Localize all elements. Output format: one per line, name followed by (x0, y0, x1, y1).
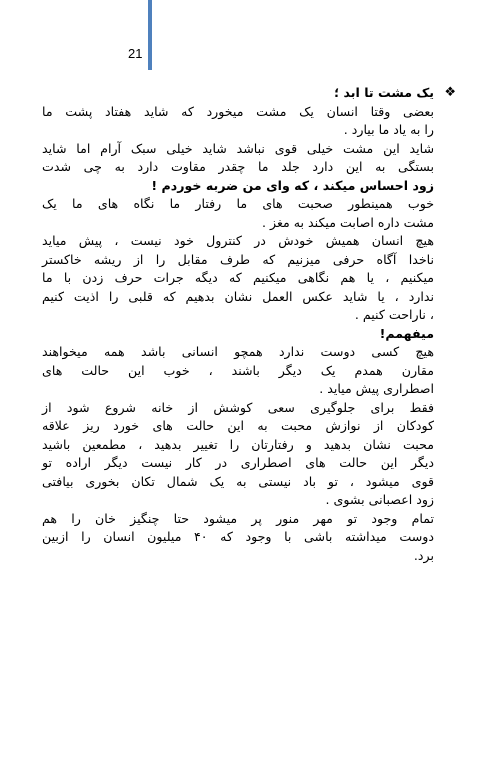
paragraph-line: برد. (413, 547, 434, 563)
paragraph-line: زود احساس میکند ، که وای من ضربه خوردم ! (151, 177, 434, 193)
paragraph-line: کودکان از نوازش محبت به این حالت های خورد ریز علاقه (42, 418, 434, 433)
paragraph-line: ناخدا آگاه حرفی میزنیم که طرف مقابل را از ریشه خاکستر (42, 251, 434, 267)
paragraph-line: هیچ انسان همیش خودش در کنترول خود نیست ، پیش میاید (42, 233, 434, 248)
paragraph-line: محبت نشان بدهید و رفتارتان را تغییر بدهید ، مطمعین باشید (42, 436, 434, 452)
section-heading (42, 84, 456, 103)
paragraph-line: را به یاد ما بیارد . (343, 122, 434, 137)
paragraph-line: قوی میشود ، تو باد نیستی به یک شمال تکان بخوری بیافتی (42, 473, 434, 489)
paragraph-line: بستگی به این دارد جلد ما چقدر مقاوت دارد به چی شدت (42, 159, 434, 174)
paragraph-line: اصطراری پیش میاید . (319, 381, 434, 396)
paragraph-line: بعضی وقتا انسان یک مشت میخورد که شاید هفتاد پشت ما (42, 103, 434, 119)
paragraph-line: دیگر این حالت های اصطراری در کار نیست دیگر اراده تو (42, 455, 434, 470)
paragraph-line: ندارد ، یا شاید عکس العمل نشان بدهیم که قلبی را اذیت کنیم (42, 288, 434, 304)
paragraph-line: ، ناراحت کنیم . (354, 307, 434, 322)
paragraph-line: میفهمم! (379, 325, 434, 341)
paragraph-line: شاید این مشت خیلی قوی نباشد شاید خیلی سبک آرام اما شاید (42, 140, 434, 156)
paragraph-line: مقارن همدم یک دیگر باشند ، خوب این حالت های (42, 362, 434, 378)
margin-bar (148, 0, 152, 70)
paragraph-line: دوست میداشته باشی با وجود که ۴۰ میلیون انسان را ازبین (42, 529, 434, 544)
paragraph-line: مشت داره اصابت میکند به مغز . (262, 214, 434, 230)
heading-text: یک مشت تا ابد ؛ (334, 85, 434, 100)
paragraph-line: زود اعصبانی بشوی . (325, 492, 434, 507)
page-body (42, 84, 456, 565)
paragraph-line: هیچ کسی دوست ندارد همچو انسانی باشد همه میخواهند (42, 344, 434, 359)
four-diamond-bullet-icon: ❖ (444, 85, 456, 100)
page-number: 21 (128, 46, 143, 61)
paragraph-line: فقط برای جلوگیری سعی کوشش از خانه شروع شود از (42, 399, 434, 415)
paragraph-line: تمام وجود تو مهر منور پر میشود حتا چنگیز خان را هم (42, 510, 434, 526)
paragraph-line: میکنیم ، یا هم نگاهی میکنیم که دیگه جرات حرف زدن با ما (42, 270, 434, 285)
paragraph-line: خوب همینطور صحبت های ما رفتار ما نگاه های ما یک (42, 196, 434, 211)
